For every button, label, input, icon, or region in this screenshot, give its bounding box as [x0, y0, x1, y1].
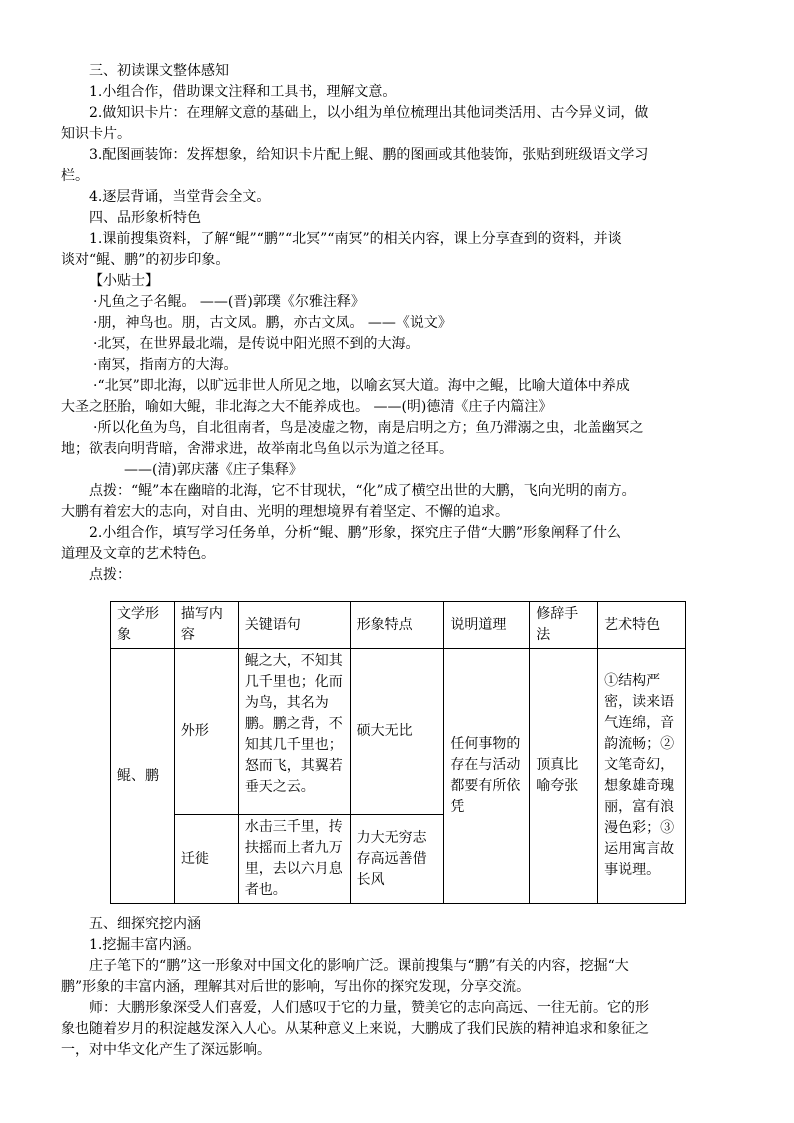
table-header-cell: 形象特点: [350, 602, 444, 649]
tip-source: ——(清)郭庆藩《庄子集释》: [124, 462, 303, 478]
tip-item: ·凡鱼之子名鲲。 ——(晋)郭璞《尔雅注释》: [93, 294, 365, 310]
paragraph-cont: 一，对中华文化产生了深远影响。: [61, 1042, 271, 1058]
table-header-cell: 描写内容: [174, 602, 238, 649]
tip-item: ·“北冥”即北海，以旷远非世人所见之地，以喻玄冥大道。海中之鲲，比喻大道体中养成: [93, 378, 630, 394]
paragraph: 师：大鹏形象深受人们喜爱，人们感叹于它的力量，赞美它的志向高远、一往无前。它的形: [89, 1000, 649, 1016]
paragraph: 2.小组合作，填写学习任务单，分析“鲲、鹏”形象，探究庄子借“大鹏”形象阐释了什么: [89, 525, 621, 541]
tip-item-cont: 大圣之胚胎，喻如大鲲，非北海之大不能养成也。 ——(明)德清《庄子内篇注》: [61, 399, 553, 415]
paragraph-cont: 谈对“鲲、鹏”的初步印象。: [61, 252, 230, 268]
table-header-cell: 修辞手法: [530, 602, 598, 649]
table-row: [111, 649, 686, 815]
tip-item: ·北冥，在世界最北端，是传说中阳光照不到的大海。: [93, 336, 420, 352]
table-cell-rhetoric: 顶真比喻夸张: [530, 649, 598, 904]
table-cell-key: 水击三千里，抟扶摇而上者九万里，去以六月息者也。: [238, 815, 350, 904]
tip-item: ·南冥，指南方的大海。: [93, 357, 238, 373]
paragraph: 1.小组合作，借助课文注释和工具书，理解文意。: [89, 84, 397, 100]
table-header-cell: 文学形象: [111, 602, 175, 649]
table-header-cell: 关键语句: [238, 602, 350, 649]
table-header-cell: 说明道理: [444, 602, 530, 649]
table-cell-feature: 硕大无比: [350, 649, 444, 815]
paragraph-cont: 道理及文章的艺术特色。: [61, 546, 215, 562]
learning-task-table: [110, 601, 686, 904]
table-cell-art: ①结构严密，读来语气连绵，音韵流畅；②文笔奇幻，想象雄奇瑰丽，富有浪漫色彩；③运用寓言故事说理。: [598, 649, 686, 904]
table-cell-content: 迁徙: [174, 815, 238, 904]
paragraph: 点拨：“鲲”本在幽暗的北海，它不甘现状，“化”成了横空出世的大鹏，飞向光明的南方。: [89, 483, 636, 499]
paragraph-cont: 鹏”形象的丰富内涵，理解其对后世的影响，写出你的探究发现，分享交流。: [61, 979, 531, 995]
paragraph: 4.逐层背诵，当堂背会全文。: [89, 189, 271, 205]
paragraph: 1.课前搜集资料，了解“鲲”“鹏”“北冥”“南冥”的相关内容，课上分享查到的资料，并谈: [89, 231, 622, 247]
paragraph: 1.挖掘丰富内涵。: [89, 937, 201, 953]
tip-item: ·所以化鱼为鸟，自北徂南者，鸟是凌虚之物，南是启明之方；鱼乃滞溺之虫，北盖幽冥之: [93, 420, 644, 436]
paragraph-cont: 栏。: [61, 168, 89, 184]
paragraph: 3.配图画装饰：发挥想象，给知识卡片配上鲲、鹏的图画或其他装饰，张贴到班级语文学习: [89, 147, 649, 163]
table-cell-key: 鲲之大，不知其几千里也；化而为鸟，其名为鹏。鹏之背，不知其几千里也；怒而飞，其翼若垂天之云。: [238, 649, 350, 815]
tip-item: ·朋，神鸟也。朋，古文凤。鹏，亦古文凤。 ——《说文》: [93, 315, 452, 331]
paragraph-cont: 知识卡片。: [61, 126, 131, 142]
table-header-cell: 艺术特色: [598, 602, 686, 649]
paragraph-cont: 大鹏有着宏大的志向，对自由、光明的理想境界有着坚定、不懈的追求。: [61, 504, 509, 520]
section-heading-5: 五、细探究挖内涵: [89, 916, 201, 932]
table-cell-image: 鲲、鹏: [111, 649, 175, 904]
table-header-row: [111, 602, 686, 649]
section-heading-4: 四、品形象析特色: [89, 210, 201, 226]
table-cell-content: 外形: [174, 649, 238, 815]
paragraph-cont: 象也随着岁月的积淀越发深入人心。从某种意义上来说，大鹏成了我们民族的精神追求和象征之: [61, 1021, 649, 1037]
tips-heading: 【小贴士】: [89, 273, 159, 289]
paragraph: 点拨：: [89, 567, 131, 583]
paragraph: 庄子笔下的“鹏”这一形象对中国文化的影响广泛。课前搜集与“鹏”有关的内容，挖掘“大: [89, 958, 629, 974]
table-cell-reason: 任何事物的存在与活动都要有所依凭: [444, 649, 530, 904]
tip-item-cont: 地；欲表向明背暗，舍滞求进，故举南北鸟鱼以示为道之径耳。: [61, 441, 453, 457]
paragraph: 2.做知识卡片：在理解文意的基础上，以小组为单位梳理出其他词类活用、古今异义词，做: [89, 105, 649, 121]
section-heading-3: 三、初读课文整体感知: [89, 63, 229, 79]
table-cell-feature: 力大无穷志存高远善借长风: [350, 815, 444, 904]
